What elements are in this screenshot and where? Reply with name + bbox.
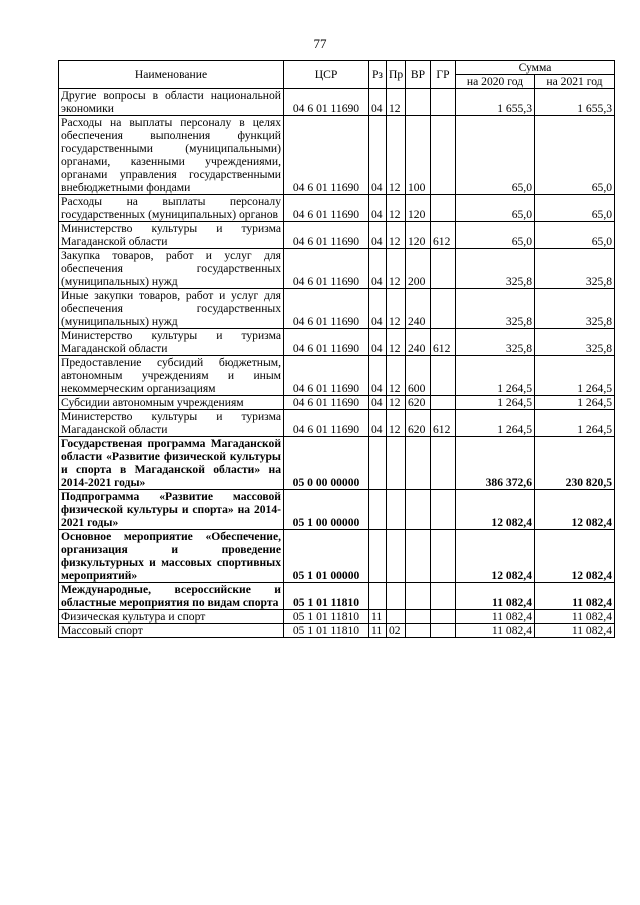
cell-vr: 600 bbox=[406, 356, 431, 396]
cell-vr bbox=[406, 530, 431, 583]
cell-rz: 04 bbox=[369, 289, 387, 329]
cell-pr: 12 bbox=[387, 89, 406, 116]
budget-table bbox=[58, 60, 615, 638]
cell-name: Массовый спорт bbox=[59, 624, 284, 638]
cell-sum-2021: 12 082,4 bbox=[535, 530, 615, 583]
cell-sum-2021: 11 082,4 bbox=[535, 610, 615, 624]
cell-sum-2020: 325,8 bbox=[456, 249, 535, 289]
cell-pr bbox=[387, 530, 406, 583]
cell-pr bbox=[387, 610, 406, 624]
cell-sum-2020: 1 264,5 bbox=[456, 356, 535, 396]
cell-vr: 120 bbox=[406, 195, 431, 222]
cell-csr: 04 6 01 11690 bbox=[284, 410, 369, 437]
cell-sum-2021: 325,8 bbox=[535, 249, 615, 289]
cell-sum-2021: 11 082,4 bbox=[535, 583, 615, 610]
header-name: Наименование bbox=[59, 61, 284, 89]
table-row bbox=[59, 222, 615, 249]
table-row bbox=[59, 329, 615, 356]
cell-rz: 11 bbox=[369, 610, 387, 624]
table-row bbox=[59, 356, 615, 396]
cell-sum-2020: 11 082,4 bbox=[456, 610, 535, 624]
cell-vr: 200 bbox=[406, 249, 431, 289]
cell-name: Предоставление субсидий бюджетным, автономным учреждениям и иным некоммерческим организациям bbox=[59, 356, 284, 396]
cell-csr: 05 1 01 11810 bbox=[284, 583, 369, 610]
cell-sum-2020: 1 264,5 bbox=[456, 410, 535, 437]
cell-vr bbox=[406, 437, 431, 490]
cell-sum-2020: 325,8 bbox=[456, 289, 535, 329]
cell-name: Расходы на выплаты персоналу в целях обеспечения выполнения функций государственными (муниципальными) органами, казенными учреждениями, органами управления государственными внебюджетными фондами bbox=[59, 116, 284, 195]
cell-rz: 04 bbox=[369, 116, 387, 195]
cell-sum-2020: 11 082,4 bbox=[456, 624, 535, 638]
cell-vr: 120 bbox=[406, 222, 431, 249]
cell-rz bbox=[369, 437, 387, 490]
cell-sum-2021: 65,0 bbox=[535, 195, 615, 222]
cell-vr: 240 bbox=[406, 289, 431, 329]
cell-sum-2020: 12 082,4 bbox=[456, 530, 535, 583]
table-row bbox=[59, 116, 615, 195]
cell-gr bbox=[431, 396, 456, 410]
cell-pr: 12 bbox=[387, 410, 406, 437]
cell-name: Министерство культуры и туризма Магаданской области bbox=[59, 410, 284, 437]
cell-gr bbox=[431, 583, 456, 610]
cell-name: Министерство культуры и туризма Магаданской области bbox=[59, 329, 284, 356]
cell-pr: 12 bbox=[387, 222, 406, 249]
cell-sum-2021: 12 082,4 bbox=[535, 490, 615, 530]
cell-sum-2021: 1 264,5 bbox=[535, 410, 615, 437]
cell-name: Государственая программа Магаданской области «Развитие физической культуры и спорта в Магаданской области» на 2014-2021 годы» bbox=[59, 437, 284, 490]
cell-sum-2020: 65,0 bbox=[456, 222, 535, 249]
header-sum: Сумма bbox=[456, 61, 615, 75]
cell-sum-2020: 1 655,3 bbox=[456, 89, 535, 116]
cell-rz: 04 bbox=[369, 195, 387, 222]
cell-vr: 240 bbox=[406, 329, 431, 356]
cell-sum-2020: 65,0 bbox=[456, 116, 535, 195]
table-row bbox=[59, 530, 615, 583]
cell-sum-2021: 1 264,5 bbox=[535, 356, 615, 396]
cell-pr bbox=[387, 583, 406, 610]
cell-sum-2021: 11 082,4 bbox=[535, 624, 615, 638]
cell-gr bbox=[431, 624, 456, 638]
cell-name: Основное мероприятие «Обеспечение, организация и проведение физкультурных и массовых спортивных мероприятий» bbox=[59, 530, 284, 583]
cell-vr bbox=[406, 490, 431, 530]
cell-gr bbox=[431, 530, 456, 583]
cell-csr: 04 6 01 11690 bbox=[284, 356, 369, 396]
cell-name: Расходы на выплаты персоналу государственных (муниципальных) органов bbox=[59, 195, 284, 222]
table-row bbox=[59, 410, 615, 437]
cell-csr: 04 6 01 11690 bbox=[284, 329, 369, 356]
cell-csr: 04 6 01 11690 bbox=[284, 222, 369, 249]
cell-csr: 05 1 01 00000 bbox=[284, 530, 369, 583]
cell-rz: 04 bbox=[369, 249, 387, 289]
cell-name: Субсидии автономным учреждениям bbox=[59, 396, 284, 410]
cell-gr: 612 bbox=[431, 222, 456, 249]
cell-pr: 12 bbox=[387, 329, 406, 356]
cell-name: Закупка товаров, работ и услуг для обеспечения государственных (муниципальных) нужд bbox=[59, 249, 284, 289]
cell-csr: 04 6 01 11690 bbox=[284, 396, 369, 410]
table-row bbox=[59, 289, 615, 329]
cell-gr bbox=[431, 356, 456, 396]
table-row bbox=[59, 437, 615, 490]
cell-csr: 04 6 01 11690 bbox=[284, 116, 369, 195]
cell-name: Министерство культуры и туризма Магаданской области bbox=[59, 222, 284, 249]
cell-rz: 11 bbox=[369, 624, 387, 638]
cell-gr bbox=[431, 249, 456, 289]
cell-pr bbox=[387, 490, 406, 530]
cell-rz: 04 bbox=[369, 356, 387, 396]
cell-rz: 04 bbox=[369, 410, 387, 437]
header-gr: ГР bbox=[431, 61, 456, 89]
cell-vr bbox=[406, 89, 431, 116]
table-row bbox=[59, 89, 615, 116]
cell-rz: 04 bbox=[369, 396, 387, 410]
table-row bbox=[59, 583, 615, 610]
cell-pr: 12 bbox=[387, 195, 406, 222]
cell-sum-2020: 386 372,6 bbox=[456, 437, 535, 490]
cell-pr: 12 bbox=[387, 116, 406, 195]
header-year-2020: на 2020 год bbox=[456, 75, 535, 89]
cell-pr: 12 bbox=[387, 396, 406, 410]
table-row bbox=[59, 624, 615, 638]
header-year-2021: на 2021 год bbox=[535, 75, 615, 89]
table-row bbox=[59, 490, 615, 530]
cell-sum-2021: 65,0 bbox=[535, 222, 615, 249]
cell-rz: 04 bbox=[369, 222, 387, 249]
cell-rz bbox=[369, 530, 387, 583]
cell-csr: 04 6 01 11690 bbox=[284, 89, 369, 116]
cell-sum-2020: 11 082,4 bbox=[456, 583, 535, 610]
cell-sum-2020: 65,0 bbox=[456, 195, 535, 222]
table-row bbox=[59, 610, 615, 624]
cell-csr: 05 1 01 11810 bbox=[284, 624, 369, 638]
page-number: 77 bbox=[313, 36, 327, 51]
cell-sum-2020: 1 264,5 bbox=[456, 396, 535, 410]
cell-pr: 12 bbox=[387, 356, 406, 396]
cell-vr bbox=[406, 583, 431, 610]
cell-sum-2021: 1 264,5 bbox=[535, 396, 615, 410]
cell-vr: 620 bbox=[406, 410, 431, 437]
cell-gr: 612 bbox=[431, 410, 456, 437]
cell-sum-2020: 325,8 bbox=[456, 329, 535, 356]
cell-csr: 04 6 01 11690 bbox=[284, 249, 369, 289]
cell-rz: 04 bbox=[369, 329, 387, 356]
cell-sum-2021: 65,0 bbox=[535, 116, 615, 195]
cell-csr: 04 6 01 11690 bbox=[284, 195, 369, 222]
cell-pr bbox=[387, 437, 406, 490]
cell-sum-2021: 325,8 bbox=[535, 329, 615, 356]
cell-vr: 620 bbox=[406, 396, 431, 410]
cell-name: Иные закупки товаров, работ и услуг для обеспечения государственных (муниципальных) нужд bbox=[59, 289, 284, 329]
cell-rz bbox=[369, 490, 387, 530]
cell-csr: 04 6 01 11690 bbox=[284, 289, 369, 329]
header-row bbox=[59, 61, 615, 75]
cell-name: Другие вопросы в области национальной экономики bbox=[59, 89, 284, 116]
cell-pr: 12 bbox=[387, 249, 406, 289]
cell-rz: 04 bbox=[369, 89, 387, 116]
cell-pr: 02 bbox=[387, 624, 406, 638]
cell-gr bbox=[431, 195, 456, 222]
header-rz: Рз bbox=[369, 61, 387, 89]
table-row bbox=[59, 195, 615, 222]
cell-csr: 05 0 00 00000 bbox=[284, 437, 369, 490]
cell-rz bbox=[369, 583, 387, 610]
cell-sum-2021: 325,8 bbox=[535, 289, 615, 329]
table-row bbox=[59, 249, 615, 289]
cell-gr bbox=[431, 116, 456, 195]
cell-pr: 12 bbox=[387, 289, 406, 329]
table-row bbox=[59, 396, 615, 410]
cell-sum-2020: 12 082,4 bbox=[456, 490, 535, 530]
header-vr: ВР bbox=[406, 61, 431, 89]
cell-gr bbox=[431, 289, 456, 329]
cell-name: Международные, всероссийские и областные мероприятия по видам спорта bbox=[59, 583, 284, 610]
cell-csr: 05 1 00 00000 bbox=[284, 490, 369, 530]
header-pr: Пр bbox=[387, 61, 406, 89]
cell-vr: 100 bbox=[406, 116, 431, 195]
cell-vr bbox=[406, 624, 431, 638]
cell-csr: 05 1 01 11810 bbox=[284, 610, 369, 624]
cell-gr bbox=[431, 89, 456, 116]
cell-sum-2021: 1 655,3 bbox=[535, 89, 615, 116]
cell-gr: 612 bbox=[431, 329, 456, 356]
cell-gr bbox=[431, 490, 456, 530]
cell-vr bbox=[406, 610, 431, 624]
header-csr: ЦСР bbox=[284, 61, 369, 89]
cell-gr bbox=[431, 437, 456, 490]
cell-name: Подпрограмма «Развитие массовой физической культуры и спорта» на 2014-2021 годы» bbox=[59, 490, 284, 530]
cell-gr bbox=[431, 610, 456, 624]
table-body bbox=[59, 89, 615, 638]
cell-sum-2021: 230 820,5 bbox=[535, 437, 615, 490]
cell-name: Физическая культура и спорт bbox=[59, 610, 284, 624]
